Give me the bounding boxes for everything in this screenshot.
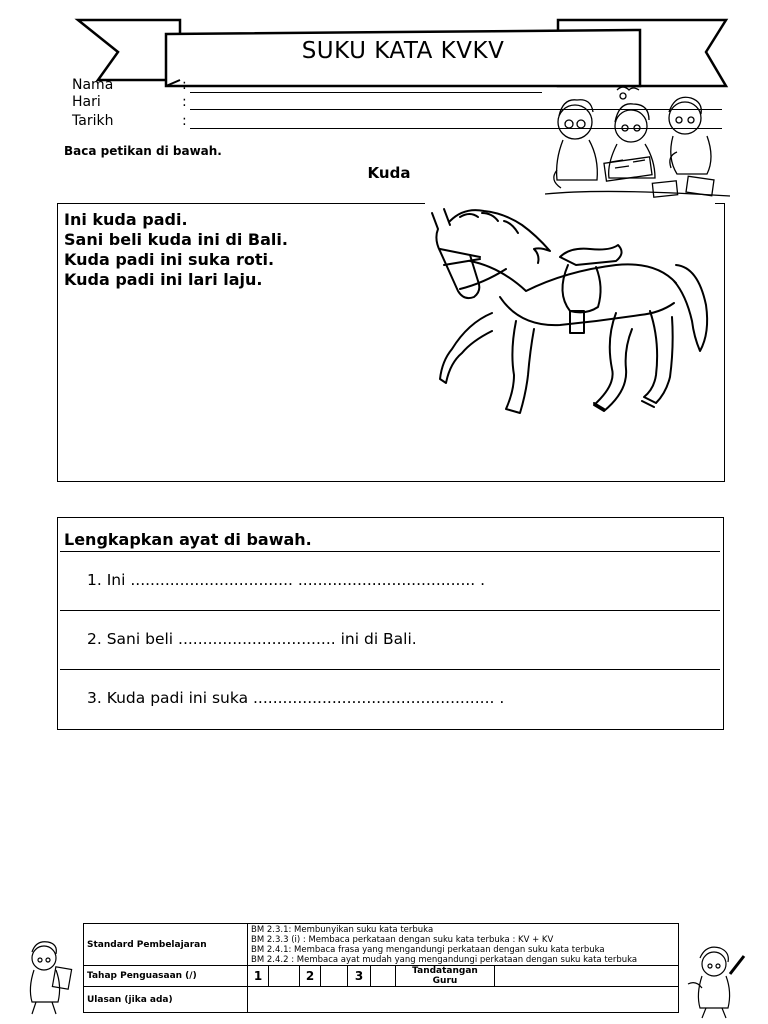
exercise-divider [60, 610, 720, 611]
signature-cell[interactable] [495, 966, 679, 987]
day-label: Hari [72, 94, 101, 110]
ulasan-label: Ulasan (jika ada) [84, 987, 248, 1013]
page-title: SUKU KATA KVKV [301, 38, 505, 64]
day-colon: : [182, 94, 187, 110]
story-line: Kuda padi ini lari laju. [64, 270, 263, 289]
ulasan-cell[interactable] [248, 987, 679, 1013]
level-3-check[interactable] [371, 966, 396, 987]
exercise-item-2[interactable]: 2. Sani beli ................................ ini di Bali. [87, 630, 417, 648]
standard-item: BM 2.3.1: Membunyikan suku kata terbuka [251, 925, 434, 935]
name-colon: : [182, 77, 187, 93]
name-line[interactable] [190, 92, 542, 93]
standards-cell [248, 924, 679, 966]
instruction-text: Baca petikan di bawah. [64, 144, 222, 158]
exercise-item-3[interactable]: 3. Kuda padi ini suka ................................................. . [87, 689, 505, 707]
standard-item: BM 2.4.1: Membaca frasa yang mengandungi perkataan dengan suku kata terbuka [251, 945, 605, 955]
name-label: Nama [72, 77, 114, 93]
signature-label: Tandatangan Guru [396, 966, 495, 987]
level-3-cell[interactable]: 3 [348, 966, 371, 987]
level-2-cell[interactable]: 2 [300, 966, 321, 987]
tahap-label: Tahap Penguasaan (/) [84, 966, 248, 987]
level-1-cell[interactable]: 1 [248, 966, 269, 987]
story-passage [64, 210, 288, 290]
children-reading-illustration [545, 82, 730, 204]
standard-label: Standard Pembelajaran [84, 924, 248, 966]
exercise-divider [60, 669, 720, 670]
date-colon: : [182, 113, 187, 129]
horse-illustration [420, 203, 720, 443]
child-with-pencil-illustration [680, 944, 750, 1020]
story-line: Sani beli kuda ini di Bali. [64, 230, 288, 249]
assessment-table [83, 923, 679, 1013]
standard-item: BM 2.4.2 : Membaca ayat mudah yang mengandungi perkataan dengan suku kata terbuka [251, 955, 638, 965]
story-title: Kuda [367, 164, 411, 182]
child-with-paper-illustration [18, 938, 84, 1018]
date-label: Tarikh [72, 113, 114, 129]
standard-item: BM 2.3.3 (i) : Membaca perkataan dengan suku kata terbuka : KV + KV [251, 935, 554, 945]
exercise-item-1[interactable]: 1. Ini ................................. .................................... . [87, 571, 486, 589]
story-line: Ini kuda padi. [64, 210, 188, 229]
story-line: Kuda padi ini suka roti. [64, 250, 275, 269]
exercise-divider [60, 551, 720, 552]
level-1-check[interactable] [269, 966, 300, 987]
level-2-check[interactable] [321, 966, 348, 987]
exercise-title: Lengkapkan ayat di bawah. [64, 530, 312, 549]
